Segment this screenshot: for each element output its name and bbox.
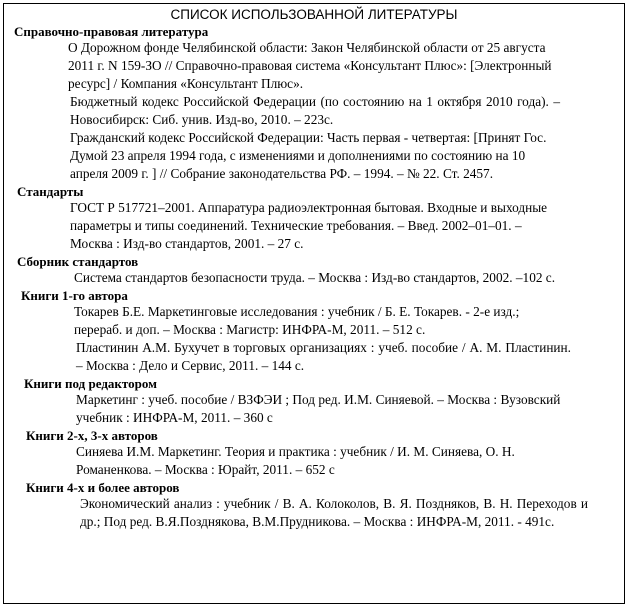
- section-heading-legal: Справочно-правовая литература: [14, 24, 209, 39]
- list-item: Экономический анализ : учебник / В. А. Колоколов, В. Я. Поздняков, В. Н. Переходов и др.; Под ред. В.Я.Позднякова, В.М.Прудникова. – Москва : ИНФРА-М, 2011. - 491с.: [80, 496, 588, 529]
- section-heading-four-plus-authors: Книги 4-х и более авторов: [26, 480, 180, 495]
- list-item: Токарев Б.Е. Маркетинговые исследования : учебник / Б. Е. Токарев. - 2-е изд.; перераб. и доп. – Москва : Магистр: ИНФРА-М, 2011. – 512 с.: [74, 304, 520, 337]
- list-item: ГОСТ Р 517721–2001. Аппаратура радиоэлектронная бытовая. Входные и выходные параметры и типы соединений. Технические требования. – Введ. 2002–01–01. – Москва : Изд-во стандартов, 2001. – 27 с.: [70, 200, 548, 251]
- list-item: Маркетинг : учеб. пособие / ВЗФЭИ ; Под ред. И.М. Синяевой. – Москва : Вузовский учебник : ИНФРА-М, 2011. – 360 с: [76, 392, 561, 425]
- list-item: Бюджетный кодекс Российской Федерации (по состоянию на 1 октября 2010 года). – Новосибирск: Сиб. унив. Изд-во, 2010. – 223с.: [70, 94, 560, 127]
- list-item: Синяева И.М. Маркетинг. Теория и практика : учебник / И. М. Синяева, О. Н. Романенкова. – Москва : Юрайт, 2011. – 652 с: [76, 444, 515, 477]
- section-heading-standards: Стандарты: [17, 184, 84, 199]
- section-heading-standards-collection: Сборник стандартов: [17, 254, 139, 269]
- bibliography-box: [3, 3, 625, 604]
- section-heading-single-author: Книги 1-го автора: [21, 288, 128, 303]
- section-heading-two-three-authors: Книги 2-х, 3-х авторов: [26, 428, 158, 443]
- list-item: О Дорожном фонде Челябинской области: Закон Челябинской области от 25 августа 2011 г. N 159-ЗО // Справочно-правовая система «Консультант Плюс»: [Электронный ресурс] / Компания «Консультант Плюс».: [68, 40, 552, 91]
- section-heading-edited-books: Книги под редактором: [24, 376, 157, 391]
- list-item: Гражданский кодекс Российской Федерации: Часть первая - четвертая: [Принят Гос. Думой 23 апреля 1994 года, с изменениями и дополнениями по состоянию на 10 апреля 2009 г. ] // Собрание законодательства РФ. – 1994. – № 22. Ст. 2457.: [70, 130, 547, 181]
- list-item: Пластинин А.М. Бухучет в торговых организациях : учеб. пособие / А. М. Пластинин. – Москва : Дело и Сервис, 2011. – 144 с.: [76, 340, 571, 373]
- list-item: Система стандартов безопасности труда. – Москва : Изд-во стандартов, 2002. –102 с.: [74, 270, 556, 285]
- page-title: СПИСОК ИСПОЛЬЗОВАННОЙ ЛИТЕРАТУРЫ: [170, 7, 458, 22]
